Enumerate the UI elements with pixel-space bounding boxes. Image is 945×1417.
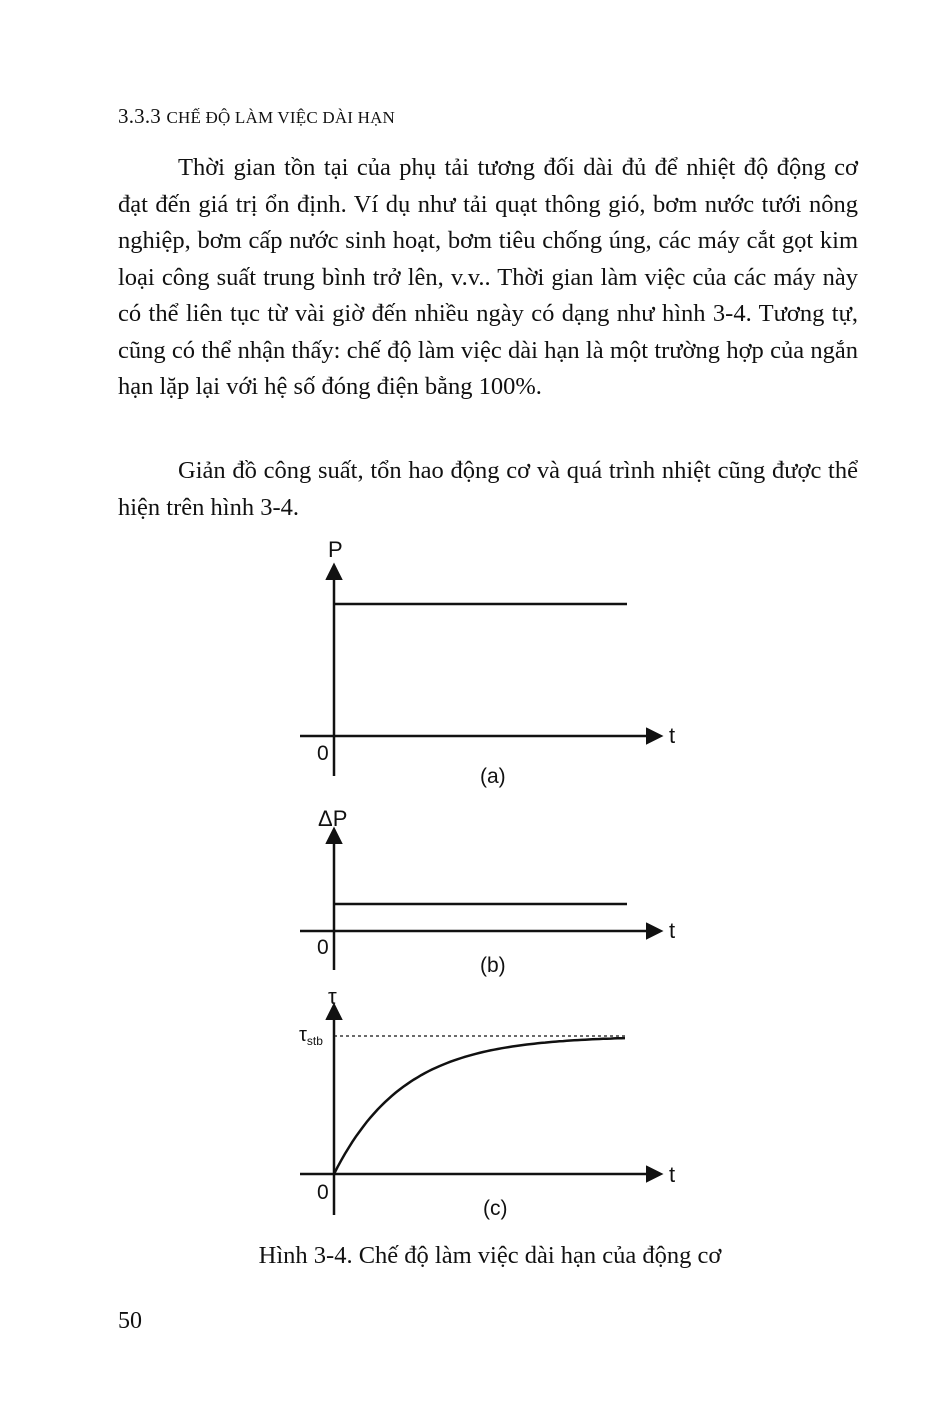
chart-a-y-label: P — [328, 537, 343, 562]
chart-a-panel-label: (a) — [480, 765, 506, 788]
paragraph-2: Giản đồ công suất, tổn hao động cơ và quá trình nhiệt cũng được thể hiện trên hình 3-4. — [118, 457, 858, 521]
chart-a-x-label: t — [669, 723, 676, 748]
chart-c-reference-subscript: stb — [306, 1034, 323, 1048]
chart-c-origin: 0 — [317, 1181, 329, 1204]
section-title: CHẾ ĐỘ LÀM VIỆC DÀI HẠN — [166, 108, 396, 127]
figure-caption: Hình 3-4. Chế độ làm việc dài hạn của động cơ — [258, 1242, 722, 1269]
chart-b — [300, 806, 675, 977]
section-number: 3.3.3 — [118, 104, 161, 128]
chart-c-x-label: t — [669, 1162, 676, 1187]
page-number: 50 — [118, 1308, 142, 1334]
chart-a — [300, 537, 675, 788]
section-heading — [118, 104, 395, 129]
chart-c-panel-label: (c) — [483, 1197, 508, 1220]
chart-c — [299, 984, 675, 1220]
chart-c-reference-symbol: τ — [299, 1024, 307, 1046]
chart-c-series-curve — [334, 1038, 625, 1174]
chart-c-y-label: τ — [328, 984, 337, 1009]
chart-c-reference-label — [299, 1024, 323, 1048]
chart-b-x-label: t — [669, 918, 676, 943]
figure-3-4 — [0, 530, 945, 1230]
chart-b-origin: 0 — [317, 936, 329, 959]
chart-a-origin: 0 — [317, 742, 329, 765]
chart-b-panel-label: (b) — [480, 954, 506, 977]
paragraph-1: Thời gian tồn tại của phụ tải tương đối dài đủ để nhiệt độ động cơ đạt đến giá trị ổn định. Ví dụ như tải quạt thông gió, bơm nước tưới nông nghiệp, bơm cấp nước sinh hoạt, bơm tiêu chống úng, các máy cắt gọt kim loại công suất trung bình trở lên, v.v.. Thời gian làm việc của các máy này có thể liên tục từ vài giờ đến nhiều ngày có dạng như hình 3-4. Tương tự, cũng có thể nhận thấy: chế độ làm việc dài hạn là một trường hợp của ngắn hạn lặp lại với hệ số đóng điện bằng 100%. — [118, 154, 858, 400]
chart-b-y-label: ΔP — [318, 806, 348, 831]
